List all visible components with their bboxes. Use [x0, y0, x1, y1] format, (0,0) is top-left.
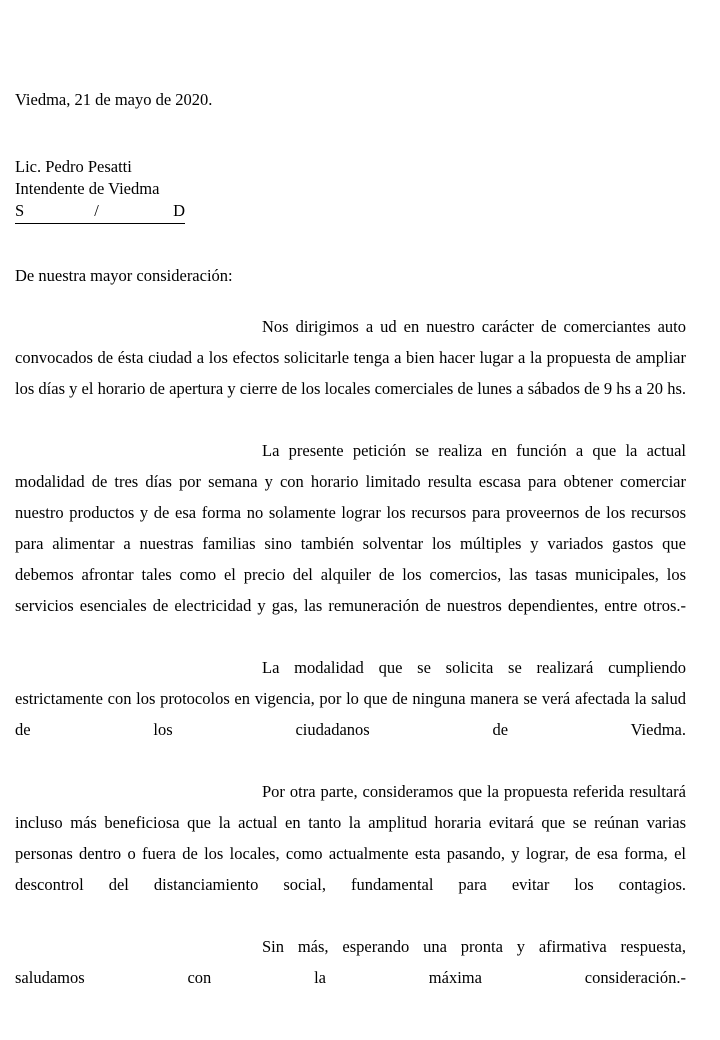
date-line: Viedma, 21 de mayo de 2020. [15, 90, 213, 109]
document-content [15, 0, 686, 1024]
addressee-title: Intendente de Viedma [15, 179, 160, 198]
paragraph: Sin más, esperando una pronta y afirmativa respuesta, saludamos con la máxima consideración.- [15, 937, 686, 987]
salutation: De nuestra mayor consideración: [15, 266, 233, 285]
paragraph: La modalidad que se solicita se realizará cumpliendo estrictamente con los protocolos en vigencia, por lo que de ninguna manera se verá afectada la salud de los ciudadanos de Viedma. [15, 658, 686, 739]
body-paragraphs [15, 311, 686, 1024]
addressee-block [15, 156, 686, 224]
paragraph: Por otra parte, consideramos que la propuesta referida resultará incluso más beneficiosa que la actual en tanto la amplitud horaria evitará que se reúnan varias personas dentro o fuera de los locales, como actualmente esta pasando, y lograr, de esa forma, el descontrol del distanciamiento social, fundamental para evitar los contagios. [15, 782, 686, 894]
paragraph: La presente petición se realiza en función a que la actual modalidad de tres días por semana y con horario limitado resulta escasa para obtener comerciar nuestro productos y de esa forma no solamente lograr los recursos para proveernos de los recursos para alimentar a nuestras familias sino también solventar los múltiples y variados gastos que debemos afrontar tales como el precio del alquiler de los comercios, las tasas municipales, los servicios esenciales de electricidad y gas, las remuneración de nuestros dependientes, entre otros.- [15, 441, 686, 615]
addressee-sd-row [15, 200, 686, 224]
addressee-name: Lic. Pedro Pesatti [15, 157, 132, 176]
paragraph: Nos dirigimos a ud en nuestro carácter de comerciantes auto convocados de ésta ciudad a los efectos solicitarle tenga a bien hacer lugar a la propuesta de ampliar los días y el horario de apertura y cierre de los locales comerciales de lunes a sábados de 9 hs a 20 hs. [15, 317, 686, 398]
sd-underlined-line: S / D [15, 200, 185, 224]
